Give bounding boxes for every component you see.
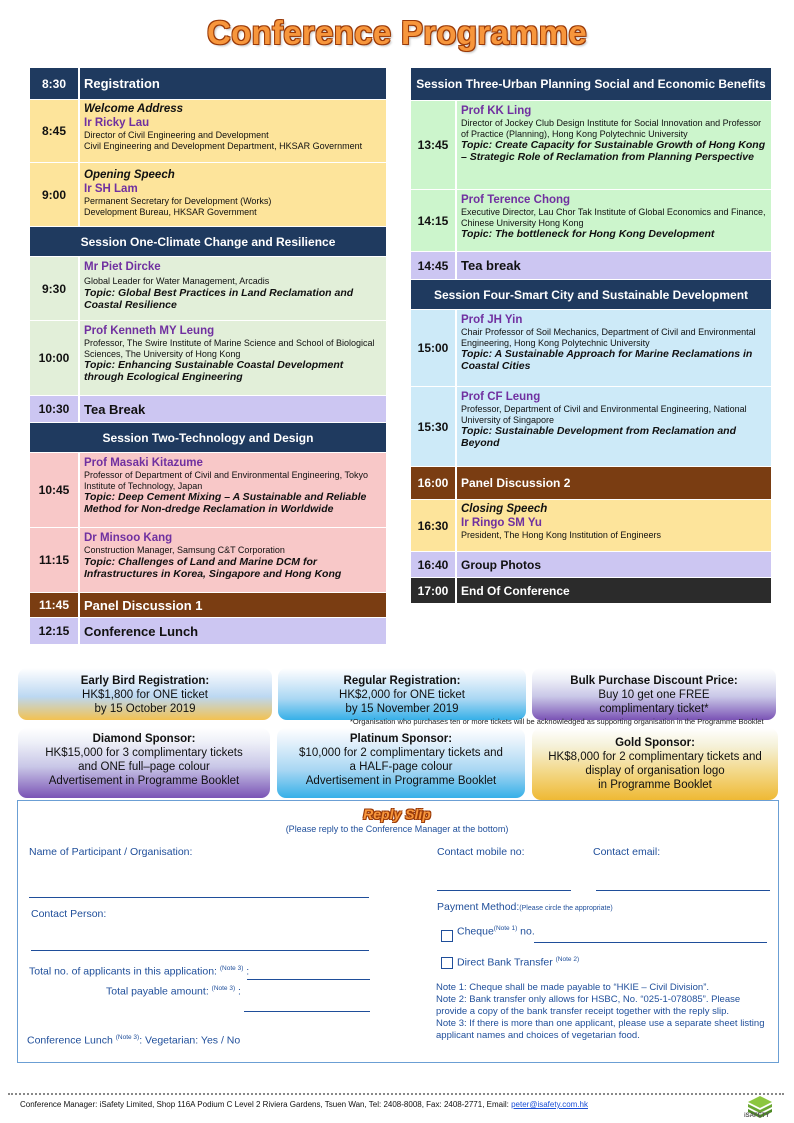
row-tea-break (30, 396, 386, 423)
speaker: Prof KK Ling (461, 105, 532, 117)
price-line: HK$2,000 for ONE ticket (339, 689, 465, 701)
row-tea-break (411, 252, 771, 280)
price-line: HK$1,800 for ONE ticket (82, 689, 208, 701)
topic: Topic: The bottleneck for Hong Kong Development (461, 228, 715, 240)
topic: Topic: Global Best Practices in Land Reclamation and Coastal Resilience (84, 286, 354, 311)
label: Panel Discussion 2 (455, 467, 771, 499)
page-title: Conference Programme (206, 14, 588, 51)
time: 10:30 (38, 402, 70, 416)
label: Panel Discussion 1 (78, 593, 386, 617)
affiliation: Development Bureau, HKSAR Government (84, 206, 257, 217)
row-lunch (30, 618, 386, 645)
affiliation: Chair Professor of Soil Mechanics, Department of Civil and Environmental Engineering, Hong Kong Polytechnic University (461, 327, 756, 348)
price-title: Gold Sponsor: (615, 737, 695, 749)
time: 16:30 (417, 518, 449, 533)
session-heading: Session One-Climate Change and Resilience (30, 227, 386, 257)
topic: Topic: A Sustainable Approach for Marine Reclamations in Coastal Cities (461, 348, 753, 372)
topic: Topic: Create Capacity for Sustainable Growth of Hong Kong – Strategic Role of Reclamation from Planning Perspective (461, 139, 766, 163)
topic: Topic: Deep Cement Mixing – A Sustainable and Reliable Method for Non-dredge Reclamation in Worldwide (84, 491, 367, 515)
speaker: Prof Masaki Kitazume (84, 457, 203, 469)
affiliation: Construction Manager, Samsung C&T Corporation (84, 545, 285, 555)
time: 8:45 (41, 124, 67, 138)
cheque-label: Cheque$^{(Note 1)}$ no. (457, 925, 535, 938)
cheque-number-field[interactable] (534, 942, 767, 943)
time: 10:45 (38, 483, 70, 497)
session-heading: Session Two-Technology and Design (30, 423, 386, 453)
label: Tea Break (78, 396, 386, 422)
time: 15:00 (417, 341, 449, 355)
price-line: Buy 10 get one FREE (598, 689, 710, 701)
affiliation: Global Leader for Water Management, Arcadis (84, 276, 270, 286)
payment-label: Payment Method:(Please circle the appropriate) (437, 901, 613, 913)
speaker: Prof CF Leung (461, 391, 541, 403)
speaker: Prof JH Yin (461, 314, 523, 326)
row-talk (411, 101, 771, 190)
reply-notes (436, 982, 766, 1042)
affiliation: Professor, Department of Civil and Environmental Engineering, National University of Singapore (461, 404, 747, 425)
logo-text: iSAFETY (744, 1113, 770, 1119)
bulk-box (532, 668, 776, 720)
affiliation: Director of Jockey Club Design Institute for Social Innovation and Professor of Practice (Planning), Hong Kong Polytechnic University (461, 118, 762, 139)
mobile-field[interactable] (437, 890, 571, 891)
footer-divider (8, 1093, 784, 1095)
footer (20, 1100, 588, 1109)
total-applicants-field[interactable] (247, 979, 370, 980)
time: 9:30 (41, 281, 67, 296)
label: Tea break (455, 252, 771, 279)
speaker: Ir SH Lam (84, 183, 138, 195)
platinum-box (277, 728, 525, 798)
time: 8:30 (30, 68, 78, 99)
time: 11:45 (30, 593, 78, 617)
contact-person-label: Contact Person: (31, 908, 107, 920)
row-end (411, 578, 771, 604)
speaker: Prof Terence Chong (461, 194, 571, 206)
time: 14:45 (417, 258, 449, 273)
time: 15:30 (417, 419, 449, 434)
row-talk (30, 453, 386, 528)
lunch-label: Conference Lunch $^{(Note 3)}$: Vegetarian: Yes / No (27, 1034, 241, 1047)
price-line: HK$8,000 for 2 complimentary tickets and (548, 751, 762, 763)
role: Opening Speech (84, 169, 175, 181)
time: 16:40 (417, 557, 449, 572)
speaker: Mr Piet Dircke (84, 261, 161, 273)
price-title: Bulk Purchase Discount Price: (570, 675, 738, 687)
name-field[interactable] (29, 897, 369, 898)
bank-transfer-label: Direct Bank Transfer $^{(Note 2)}$ (457, 956, 580, 969)
regular-box (278, 668, 526, 720)
row-talk (30, 257, 386, 321)
row-talk (30, 528, 386, 593)
price-line: complimentary ticket* (599, 703, 709, 715)
row-talk (411, 387, 771, 467)
left-programme (30, 68, 386, 645)
label: Registration (78, 68, 386, 99)
time: 17:00 (411, 578, 455, 603)
price-line: a HALF-page colour (349, 761, 453, 773)
right-programme (411, 68, 771, 604)
affiliation: Director of Civil Engineering and Development (84, 130, 269, 140)
note: Note 2: Bank transfer only allows for HSBC, No. “025-1-078085”. Please provide a copy of the bank transfer receipt together with the reply slip. (436, 994, 741, 1017)
row-photos (411, 552, 771, 578)
affiliation: President, The Hong Kong Institution of Engineers (461, 530, 661, 540)
price-line: in Programme Booklet (598, 779, 712, 791)
affiliation: Civil Engineering and Development Department, HKSAR Government (84, 140, 363, 151)
row-opening (30, 163, 386, 227)
price-title: Platinum Sponsor: (349, 733, 453, 745)
topic: Topic: Sustainable Development from Reclamation and Beyond (461, 425, 736, 449)
row-panel (411, 467, 771, 500)
row-talk (30, 321, 386, 396)
time: 13:45 (417, 138, 449, 152)
speaker: Ir Ringo SM Yu (461, 517, 542, 529)
session-heading: Session Four-Smart City and Sustainable Development (411, 280, 771, 310)
time: 9:00 (41, 187, 67, 202)
price-line: $10,000 for 2 complimentary tickets and (299, 747, 503, 759)
affiliation: Professor of Department of Civil and Environmental Engineering, Tokyo Institute of Technology, Japan (84, 470, 368, 491)
contact-person-field[interactable] (31, 950, 369, 951)
reply-slip-subtitle: (Please reply to the Conference Manager at the bottom) (285, 824, 509, 834)
affiliation: Permanent Secretary for Development (Works) (84, 196, 272, 206)
time: 14:15 (417, 213, 449, 228)
diamond-box (18, 728, 270, 798)
label: End Of Conference (455, 578, 771, 603)
topic: Topic: Enhancing Sustainable Coastal Development through Ecological Engineering (84, 359, 344, 383)
label: Group Photos (455, 552, 771, 577)
row-welcome (30, 100, 386, 163)
price-line: by 15 November 2019 (345, 703, 459, 715)
price-line: HK$15,000 for 3 complimentary tickets (45, 747, 243, 759)
role: Closing Speech (461, 503, 548, 515)
session-heading: Session Three-Urban Planning Social and Economic Benefits (411, 68, 771, 101)
bank-transfer-checkbox[interactable] (441, 957, 453, 969)
label: Conference Lunch (78, 618, 386, 644)
price-line: Advertisement in Programme Booklet (305, 775, 497, 787)
gold-box (532, 728, 778, 800)
note: Note 1: Cheque shall be made payable to “HKIE – Civil Division”. (436, 982, 709, 993)
speaker: Prof Kenneth MY Leung (84, 325, 215, 337)
footer-text: Conference Manager: iSafety Limited, Shop 116A Podium C Level 2 Riviera Gardens, Tsuen Wan, Tel: 2408-8008, Fax: 2408-2771, Email: (20, 1100, 512, 1109)
price-line: display of organisation logo (585, 765, 725, 777)
time: 10:00 (38, 351, 70, 365)
price-title: Regular Registration: (343, 675, 461, 687)
note: Note 3: If there is more than one applicant, please use a separate sheet listing applicant names and choices of vegetarian food. (436, 1018, 765, 1041)
row-talk (411, 190, 771, 252)
role: Welcome Address (84, 103, 184, 115)
time: 16:00 (411, 467, 455, 499)
early-bird-box (18, 668, 272, 720)
organisation-note: *Organisation who purchases ten or more tickets will be acknowledged as supporting organisation in the Programme Booklet (350, 717, 764, 726)
affiliation: Executive Director, Lau Chor Tak Institute of Global Economics and Finance, Chinese University Hong Kong (461, 207, 766, 228)
speaker: Dr Minsoo Kang (84, 532, 173, 544)
footer-email-link[interactable]: peter@isafety.com.hk (511, 1100, 588, 1109)
price-line: and ONE full–page colour (78, 761, 210, 773)
total-applicants-label: Total no. of applicants in this application: $^{(Note 3)}$ : (29, 965, 250, 978)
time: 11:15 (38, 553, 70, 567)
time: 12:15 (38, 624, 70, 638)
row-talk (411, 310, 771, 387)
price-title: Early Bird Registration: (80, 675, 210, 687)
total-payable-field[interactable] (244, 1011, 370, 1012)
speaker: Ir Ricky Lau (84, 117, 150, 129)
email-field[interactable] (596, 890, 770, 891)
total-payable-label: Total payable amount: $^{(Note 3)}$ : (106, 985, 241, 998)
price-line: Advertisement in Programme Booklet (48, 775, 240, 787)
row-registration (30, 68, 386, 100)
cheque-checkbox[interactable] (441, 930, 453, 942)
row-panel (30, 593, 386, 618)
name-label: Name of Participant / Organisation: (29, 846, 193, 858)
row-closing (411, 500, 771, 552)
topic: Topic: Challenges of Land and Marine DCM for Infrastructures in Korea, Singapore and Hong Kong (84, 555, 342, 580)
email-label: Contact email: (593, 846, 661, 858)
price-line: by 15 October 2019 (94, 703, 196, 715)
mobile-label: Contact mobile no: (437, 846, 525, 858)
affiliation: Professor, The Swire Institute of Marine Science and School of Biological Sciences, The University of Hong Kong (84, 338, 375, 359)
price-title: Diamond Sponsor: (92, 733, 196, 745)
reply-slip-title: Reply Slip (363, 806, 431, 822)
